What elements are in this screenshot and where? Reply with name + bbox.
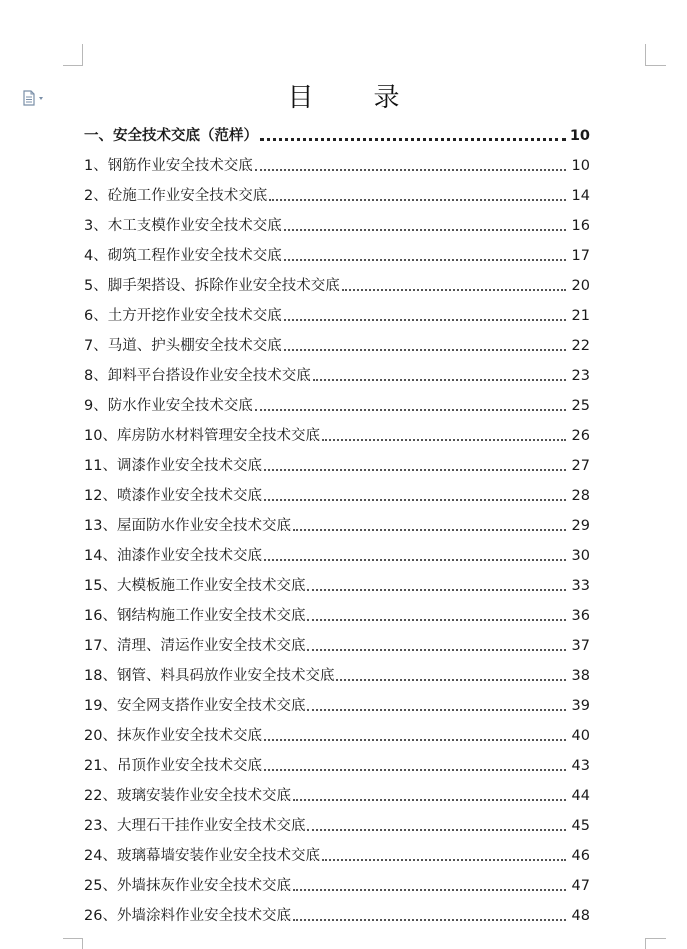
toc-page-number: 46 (571, 848, 590, 864)
toc-page-number: 44 (571, 788, 590, 804)
toc-entry-label: 7、马道、护头棚安全技术交底 (84, 338, 282, 354)
crop-mark-top-left (63, 44, 83, 66)
toc-entry[interactable] (84, 181, 590, 211)
toc-entry-label: 22、玻璃安装作业安全技术交底 (84, 788, 291, 804)
toc-entry-label: 24、玻璃幕墙安装作业安全技术交底 (84, 848, 320, 864)
toc-page-number: 33 (571, 578, 590, 594)
toc-leader-dots (284, 318, 566, 321)
toc-leader-dots (293, 798, 566, 801)
toc-leader-dots (293, 918, 566, 921)
toc-entry[interactable] (84, 661, 590, 691)
toc-page-number: 10 (571, 158, 590, 174)
toc-page-number: 29 (571, 518, 590, 534)
toc-entry-label: 25、外墙抹灰作业安全技术交底 (84, 878, 291, 894)
toc-leader-dots (255, 408, 566, 411)
toc-leader-dots (307, 828, 566, 831)
toc-leader-dots (264, 768, 566, 771)
toc-entry-label: 3、木工支模作业安全技术交底 (84, 218, 282, 234)
toc-entry[interactable] (84, 271, 590, 301)
toc-entry[interactable] (84, 301, 590, 331)
toc-entry-label: 16、钢结构施工作业安全技术交底 (84, 608, 306, 624)
crop-mark-bottom-left (63, 938, 83, 949)
toc-page-number: 23 (571, 368, 590, 384)
toc-page-number: 47 (571, 878, 590, 894)
toc-leader-dots (284, 258, 566, 261)
toc-entry[interactable] (84, 571, 590, 601)
toc-entry-label: 2、砼施工作业安全技术交底 (84, 188, 268, 204)
toc-entry-label: 9、防水作业安全技术交底 (84, 398, 253, 414)
toc-leader-dots (284, 228, 566, 231)
toc-page-number: 21 (571, 308, 590, 324)
toc-entry-label: 23、大理石干挂作业安全技术交底 (84, 818, 306, 834)
toc-entry[interactable] (84, 751, 590, 781)
toc-leader-dots (342, 288, 566, 291)
toc-entry-label: 21、吊顶作业安全技术交底 (84, 758, 262, 774)
toc-page-number: 37 (571, 638, 590, 654)
toc-leader-dots (336, 678, 566, 681)
toc-entry-label: 12、喷漆作业安全技术交底 (84, 488, 262, 504)
toc-page-number: 43 (571, 758, 590, 774)
toc-entry[interactable] (84, 691, 590, 721)
toc-page-number: 10 (569, 128, 590, 144)
toc-leader-dots (322, 438, 566, 441)
crop-mark-top-right (645, 44, 666, 66)
toc-entry[interactable] (84, 241, 590, 271)
toc-entry-label: 15、大模板施工作业安全技术交底 (84, 578, 306, 594)
toc-entry-label: 13、屋面防水作业安全技术交底 (84, 518, 291, 534)
toc-entry-label: 14、油漆作业安全技术交底 (84, 548, 262, 564)
toc-entry-list (84, 151, 590, 931)
toc-page-number: 20 (571, 278, 590, 294)
toc-leader-dots (307, 648, 566, 651)
toc-entry-label: 1、钢筋作业安全技术交底 (84, 158, 253, 174)
toc-entry-label: 一、安全技术交底（范样） (84, 128, 258, 144)
toc-entry-label: 8、卸料平台搭设作业安全技术交底 (84, 368, 311, 384)
crop-mark-bottom-right (645, 938, 666, 949)
toc-page-number: 39 (571, 698, 590, 714)
toc-entry-label: 10、库房防水材料管理安全技术交底 (84, 428, 320, 444)
toc-page-number: 38 (571, 668, 590, 684)
toc-page-number: 25 (571, 398, 590, 414)
toc-entry[interactable] (84, 481, 590, 511)
toc-entry-label: 20、抹灰作业安全技术交底 (84, 728, 262, 744)
toc-leader-dots (307, 618, 566, 621)
toc-entry-label: 18、钢管、料具码放作业安全技术交底 (84, 668, 335, 684)
toc-entry[interactable] (84, 391, 590, 421)
toc-entry[interactable] (84, 451, 590, 481)
toc-entry[interactable] (84, 331, 590, 361)
toc-leader-dots (307, 708, 566, 711)
toc-leader-dots (284, 348, 566, 351)
toc-leader-dots (264, 738, 566, 741)
toc-page-number: 45 (571, 818, 590, 834)
toc-entry[interactable] (84, 901, 590, 931)
toc-entry[interactable] (84, 151, 590, 181)
toc-entry-label: 17、清理、清运作业安全技术交底 (84, 638, 306, 654)
toc-leader-dots (255, 168, 566, 171)
toc-leader-dots (269, 198, 566, 201)
toc-entry[interactable] (84, 871, 590, 901)
toc-leader-dots (322, 858, 566, 861)
toc-entry[interactable] (84, 601, 590, 631)
toc-page-number: 28 (571, 488, 590, 504)
toc-leader-dots (313, 378, 566, 381)
toc-leader-dots (293, 888, 566, 891)
toc-entry[interactable] (84, 541, 590, 571)
toc-page-number: 16 (571, 218, 590, 234)
toc-leader-dots (260, 137, 566, 141)
toc-entry[interactable] (84, 841, 590, 871)
toc-leader-dots (264, 498, 566, 501)
table-of-contents (84, 121, 590, 931)
toc-heading-entry[interactable] (84, 121, 590, 151)
toc-leader-dots (307, 588, 566, 591)
toc-page-number: 14 (571, 188, 590, 204)
toc-page-number: 27 (571, 458, 590, 474)
toc-page-number: 48 (571, 908, 590, 924)
toc-page-number: 30 (571, 548, 590, 564)
toc-page-number: 40 (571, 728, 590, 744)
toc-entry[interactable] (84, 811, 590, 841)
toc-entry[interactable] (84, 211, 590, 241)
toc-title: 目录 (287, 83, 460, 113)
toc-leader-dots (264, 468, 566, 471)
toc-entry-label: 4、砌筑工程作业安全技术交底 (84, 248, 282, 264)
toc-entry-label: 6、土方开挖作业安全技术交底 (84, 308, 282, 324)
toc-page-number: 17 (571, 248, 590, 264)
toc-entry[interactable] (84, 421, 590, 451)
toc-leader-dots (293, 528, 566, 531)
toc-entry[interactable] (84, 631, 590, 661)
toc-page-number: 22 (571, 338, 590, 354)
toc-entry-label: 19、安全网支搭作业安全技术交底 (84, 698, 306, 714)
toc-entry-label: 11、调漆作业安全技术交底 (84, 458, 262, 474)
toc-entry-label: 26、外墙涂料作业安全技术交底 (84, 908, 291, 924)
toc-page-number: 36 (571, 608, 590, 624)
toc-leader-dots (264, 558, 566, 561)
toc-entry[interactable] (84, 781, 590, 811)
toc-page-number: 26 (571, 428, 590, 444)
toc-entry[interactable] (84, 721, 590, 751)
toc-entry[interactable] (84, 511, 590, 541)
toc-entry-label: 5、脚手架搭设、拆除作业安全技术交底 (84, 278, 340, 294)
toc-entry[interactable] (84, 361, 590, 391)
